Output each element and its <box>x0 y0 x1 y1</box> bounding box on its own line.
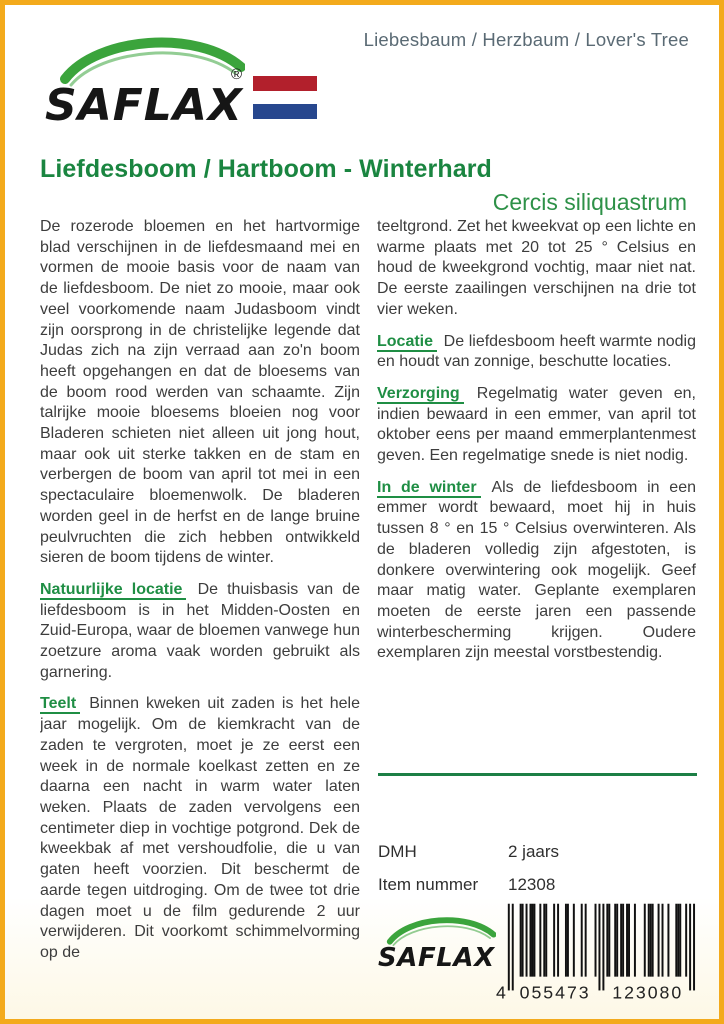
paragraph-text: De liefdesboom heeft warmte nodig en houdt van zonnige, beschutte locaties. <box>377 332 696 371</box>
ean-barcode <box>496 903 697 1003</box>
paragraph-text: De rozerode bloemen en het hartvormige blad verschijnen in de liefdesmaand mei en vormen de mooie basis voor de naam van de liefdesboom. De niet zo mooie, maar ook veel voorkomende naam Judasboom vindt zijn oorsprong in de christelijke legende dat Judas zich na zijn verraad aan zo'n boom heeft opgehangen en dat de bloesems van de boom rood werden van schaamte. Zijn talrijke mooie bloesems bloeien nog voor Bladeren schieten niet alleen uit jong hout, maar ook uit sterke takken en de stam en verbergen de boom van april tot mei in een spectaculaire bloemenwolk. De bladeren worden geel in de herfst en de lange bruine peulvruchten die zich hebben ontwikkeld sieren de boom tijdens de winter. <box>40 218 360 567</box>
alternative-names: Liebesbaum / Herzbaum / Lover's Tree <box>363 29 689 50</box>
botanical-name: Cercis siliquastrum <box>492 189 687 215</box>
footer <box>378 773 697 1003</box>
section-heading: Natuurlijke locatie <box>40 581 186 600</box>
paragraph-text: De thuisbasis van de liefdesboom is in het Midden-Oosten en Zuid-Europa, waar de bloemen vanwege hun zoetzure aroma vaak worden gebruikt als garnering. <box>40 580 361 681</box>
section-heading: Verzorging <box>377 385 464 404</box>
paragraph-text: Binnen kweken uit zaden is het hele jaar mogelijk. Om de kiemkracht van de zaden te vergroten, moet je ze eerst een week in de normale koelkast zetten en ze daarna een nacht in warm water laten weken. Plaats de zaden vervolgens een centimeter diep in vochtige potgrond. Dek de kweekbak af met vershoudfolie, die u van gaten heeft voorzien. Dit beschermt de aarde tegen uitdroging. Om de twee tot drie dagen moet u de film gedurende 2 uur verwijderen. Dit voorkomt schimmelvorming op de <box>40 695 361 961</box>
cultivation-paragraph <box>40 694 360 963</box>
location-paragraph <box>377 332 696 373</box>
flag-red-stripe <box>253 76 317 91</box>
flag-blue-stripe <box>253 104 317 119</box>
section-heading: In de winter <box>377 479 481 498</box>
svg-text:055473: 055473 <box>519 982 591 1003</box>
meta-label-dmh: DMH <box>378 842 417 861</box>
left-column <box>40 217 360 1017</box>
cultivation-continued-paragraph <box>377 217 696 321</box>
meta-value-item-number: 12308 <box>508 875 556 894</box>
brand-name: SAFLAX <box>378 942 495 970</box>
meta-table <box>378 842 697 895</box>
netherlands-flag-icon <box>253 76 317 119</box>
page-title: Liefdesboom / Hartboom - Winterhard <box>40 155 492 183</box>
intro-paragraph <box>40 217 360 569</box>
saflax-logo <box>45 27 245 127</box>
meta-label-item-number: Item nummer <box>378 875 479 894</box>
paragraph-text: Als de liefdesboom in een emmer wordt bewaard, moet hij in huis tussen 8 ° en 15 ° Celsius overwinteren. Als de bladeren volledig zijn afgestoten, is donkere overwintering ook mogelijk. Geef maar matig water. Geplante exemplaren moeten de eerste jaren een passende winterbescherming krijgen. Oudere exemplaren zijn meestal vorstbestendig. <box>377 478 696 662</box>
registered-trademark-icon: ® <box>231 66 243 83</box>
svg-text:4: 4 <box>496 982 506 1003</box>
saflax-logo-graphic <box>45 27 245 127</box>
section-heading: Locatie <box>377 333 437 352</box>
paragraph-text: Regelmatig water geven en, indien bewaard in een emmer, van april tot oktober eens per maand emmerplantenmest geven. Een regelmatige snede is niet nodig. <box>377 384 696 465</box>
footer-bottom-row <box>378 903 697 1003</box>
section-heading: Teelt <box>40 695 80 714</box>
saflax-logo-small-graphic <box>378 911 496 970</box>
winter-paragraph <box>377 478 696 664</box>
paragraph-text: teeltgrond. Zet het kweekvat op een lichte en warme plaats met 20 tot 25 ° Celsius en houd de kweekgrond vochtig, maar niet nat. De eerste zaailingen verschijnen na drie tot vier weken. <box>377 218 696 318</box>
svg-text:123080: 123080 <box>612 982 684 1003</box>
divider-rule <box>378 773 697 776</box>
natural-location-paragraph <box>40 580 360 684</box>
meta-value-dmh: 2 jaars <box>508 842 560 861</box>
saflax-logo-small <box>378 903 496 970</box>
flag-white-stripe <box>253 91 317 104</box>
brand-name: SAFLAX <box>45 80 243 127</box>
care-paragraph <box>377 384 696 467</box>
